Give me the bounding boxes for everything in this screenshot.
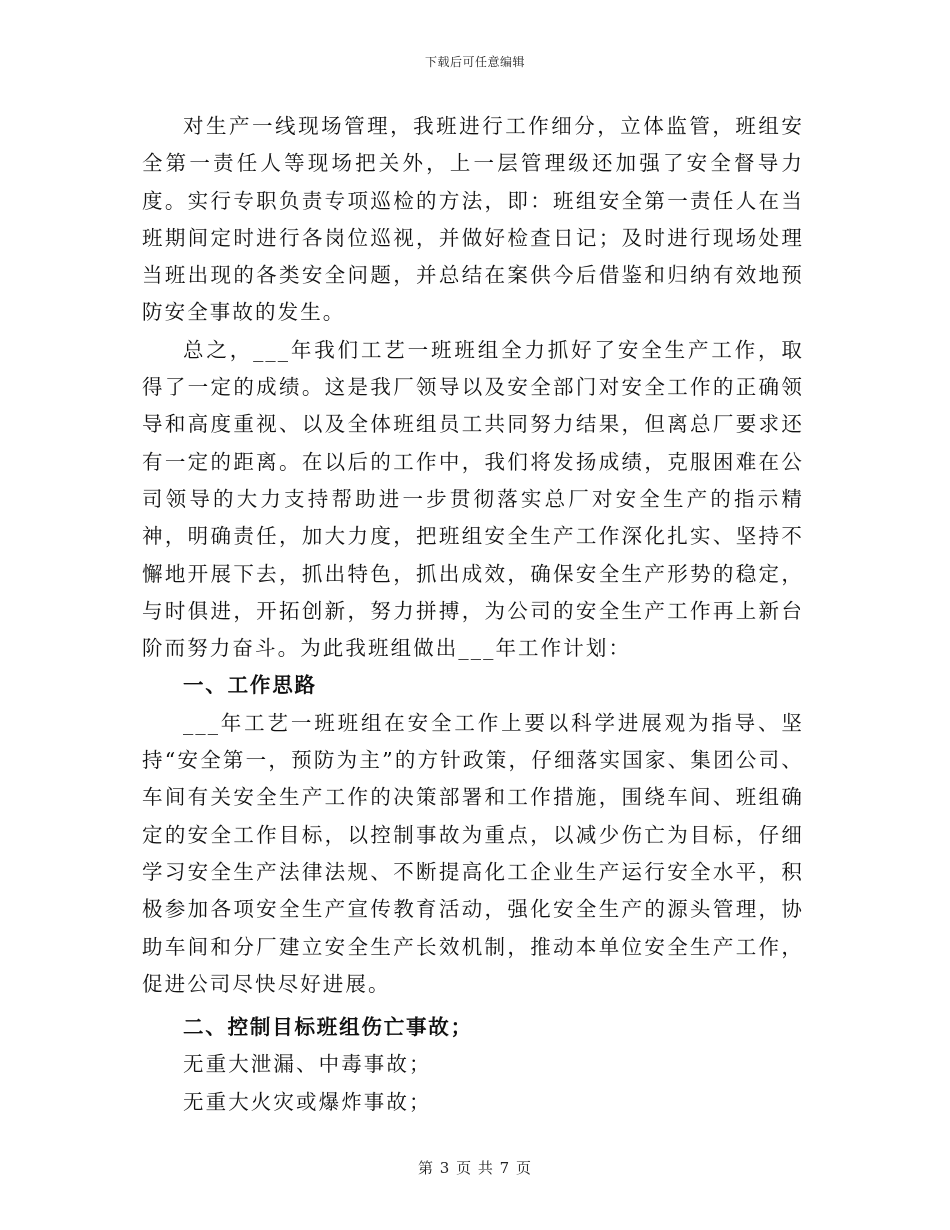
paragraph-summary: 总之，___年我们工艺一班班组全力抓好了安全生产工作，取得了一定的成绩。这是我厂领导以及安全部门对安全工作的正确领导和高度重视、以及全体班组员工共同努力结果，但离总厂要求还有一定的距离。在以后的工作中，我们将发扬成绩，克服困难在公司领导的大力支持帮助进一步贯彻落实总厂对安全生产的指示精神，明确责任，加大力度，把班组安全生产工作深化扎实、坚持不懈地开展下去，抓出特色，抓出成效，确保安全生产形势的稳定，与时俱进，开拓创新，努力拼搏，为公司的安全生产工作再上新台阶而努力奋斗。为此我班组做出___年工作计划： [142, 337, 804, 661]
page-header: 下载后可任意编辑 [424, 55, 525, 69]
page-number-footer: 第 3 页 共 7 页 [418, 1159, 532, 1177]
section-heading-control-targets: 二、控制目标班组伤亡事故； [183, 1015, 473, 1040]
paragraph-site-management: 对生产一线现场管理，我班进行工作细分，立体监管，班组安全第一责任人等现场把关外，上一层管理级还加强了安全督导力度。实行专职负责专项巡检的方法，即：班组安全第一责任人在当班期间定时进行各岗位巡视，并做好检查日记；及时进行现场处理当班出现的各类安全问题，并总结在案供今后借鉴和归纳有效地预防安全事故的发生。 [142, 114, 804, 325]
paragraph-work-ideas: ___年工艺一班班组在安全工作上要以科学进展观为指导、坚持“安全第一，预防为主”的方针政策，仔细落实国家、集团公司、车间有关安全生产工作的决策部署和工作措施，围绕车间、班组确定的安全工作目标，以控制事故为重点，以减少伤亡为目标，仔细学习安全生产法律法规、不断提高化工企业生产运行安全水平，积极参加各项安全生产宣传教育活动，强化安全生产的源头管理，协助车间和分厂建立安全生产长效机制，推动本单位安全生产工作，促进公司尽快尽好进展。 [142, 710, 804, 996]
list-item-no-leak-poisoning: 无重大泄漏、中毒事故； [183, 1052, 432, 1077]
document-body [142, 108, 804, 1121]
section-heading-work-ideas: 一、工作思路 [183, 673, 317, 698]
list-item-no-fire-explosion: 无重大火灾或爆炸事故； [183, 1089, 432, 1114]
